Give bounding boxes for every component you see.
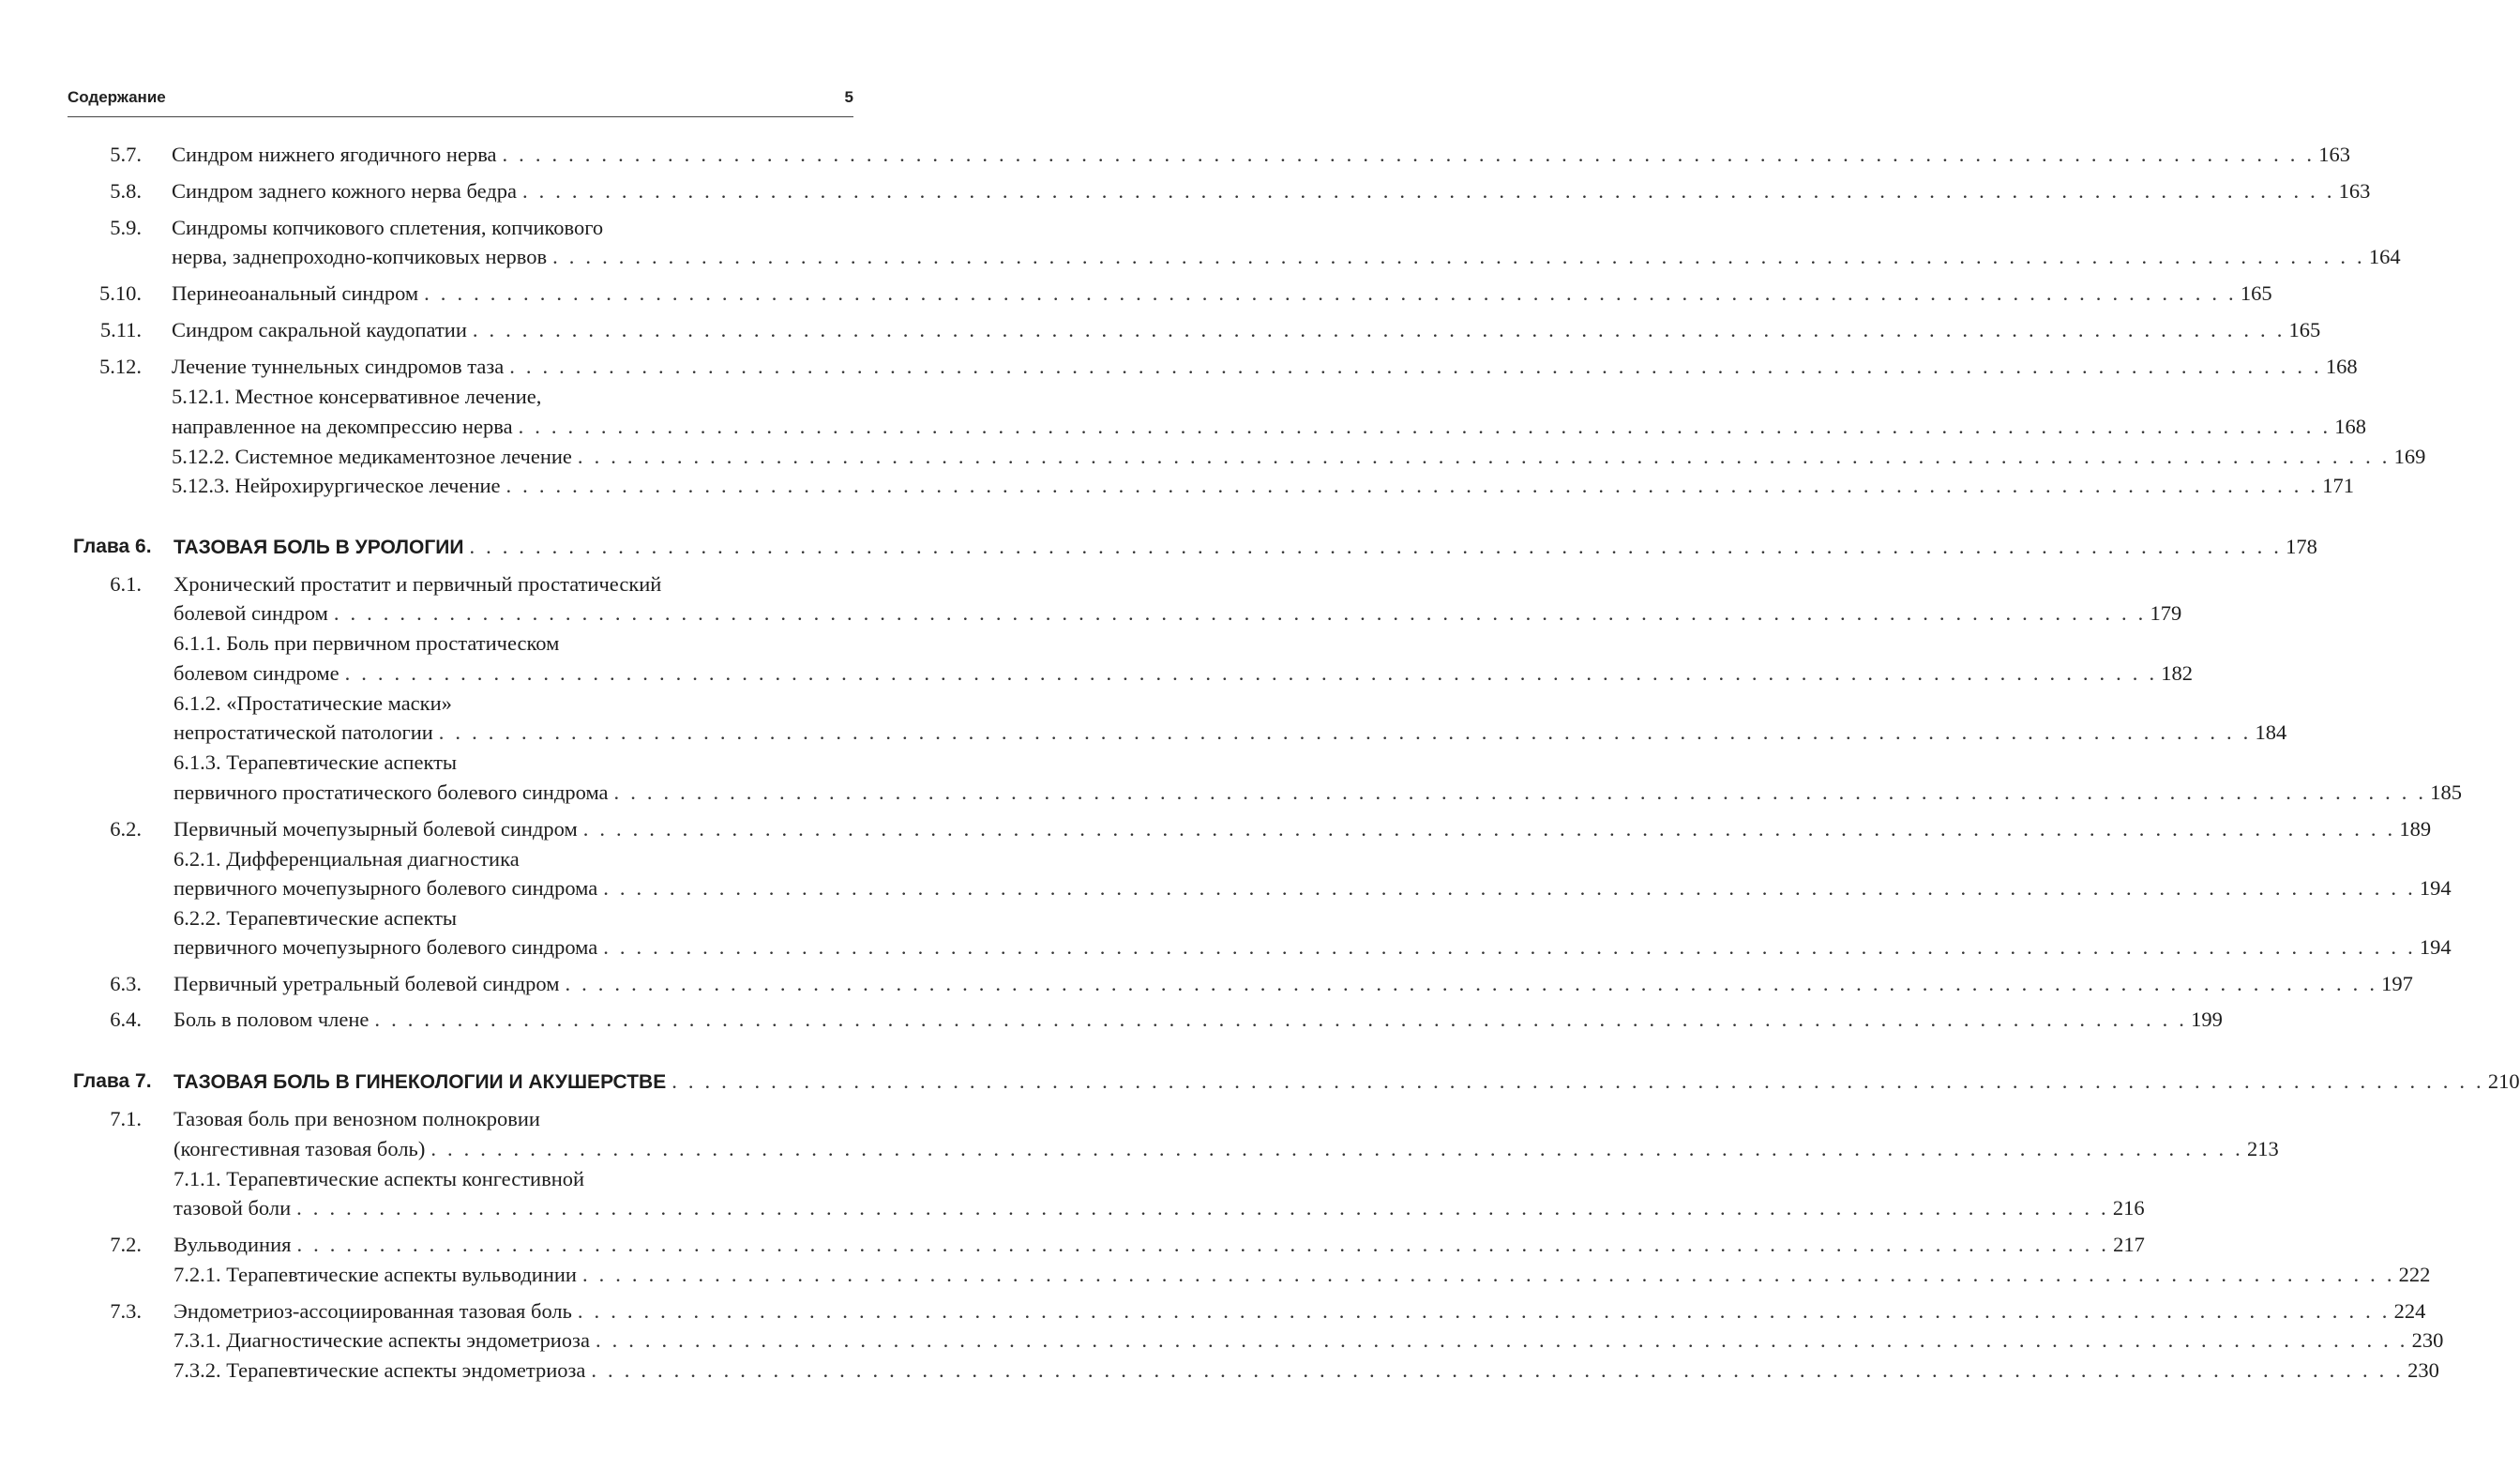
toc-entry-line	[73, 280, 2272, 308]
dot-leader: . . . . . . . . . . . . . . . . . . . . . . . . . . . . . . . . . . . . . . . . . . . . . . . . . . . . . . . . . . . . . . . . . . . . . . . . . . . . . . . . . . . . . . . . . . . . . . . . . . . . . . . . . . . . . .	[374, 1008, 2188, 1031]
entry-title: направленное на декомпрессию нерва	[172, 415, 513, 438]
section-number: 5.12.	[99, 355, 142, 378]
entry-title: нерва, заднепроходно-копчиковых нервов	[172, 245, 548, 268]
page-number: 164	[2368, 245, 2401, 268]
entry-title: первичного простатического болевого синдрома	[174, 780, 609, 804]
dot-leader: . . . . . . . . . . . . . . . . . . . . . . . . . . . . . . . . . . . . . . . . . . . . . . . . . . . . . . . . . . . . . . . . . . . . . . . . . . . . . . . . . . . . . . . . . . . . . . . . . . . . . . . . . . . . . .	[502, 143, 2316, 166]
dot-leader: . . . . . . . . . . . . . . . . . . . . . . . . . . . . . . . . . . . . . . . . . . . . . . . . . . . . . . . . . . . . . . . . . . . . . . . . . . . . . . . . . . . . . . . . . . . . . . . . . . . . . . . . . . . . . .	[518, 415, 2331, 438]
page-number: 184	[2255, 720, 2287, 744]
toc-entry-line	[73, 874, 2452, 902]
entry-title-line: Синдромы копчикового сплетения, копчикового	[172, 216, 604, 239]
page-number: 213	[2247, 1137, 2279, 1160]
dot-leader: . . . . . . . . . . . . . . . . . . . . . . . . . . . . . . . . . . . . . . . . . . . . . . . . . . . . . . . . . . . . . . . . . . . . . . . . . . . . . . . . . . . . . . . . . . . . . . . . . . . . . . . . . . . . . .	[509, 355, 2322, 378]
page-number: 230	[2411, 1328, 2444, 1352]
entry-title: Синдром заднего кожного нерва бедра	[172, 179, 517, 203]
section-number: 6.1.	[110, 572, 142, 596]
dot-leader: . . . . . . . . . . . . . . . . . . . . . . . . . . . . . . . . . . . . . . . . . . . . . . . . . . . . . . . . . . . . . . . . . . . . . . . . . . . . . . . . . . . . . . . . . . . . . . . . . . . . . . . . . . . . . .	[506, 474, 2319, 497]
entry-title: первичного мочепузырного болевого синдрома	[174, 876, 598, 900]
toc-entry-line	[73, 243, 2401, 271]
toc-entry-line	[73, 1231, 2145, 1259]
toc-entry-line	[73, 472, 2354, 500]
entry-title: Боль в половом члене	[174, 1008, 370, 1031]
section-number: 5.9.	[110, 216, 142, 239]
page-number: 169	[2393, 445, 2426, 468]
page-number: 199	[2191, 1008, 2223, 1031]
toc-entry-line	[73, 1326, 2444, 1355]
page-number: 189	[2399, 817, 2432, 841]
dot-leader: . . . . . . . . . . . . . . . . . . . . . . . . . . . . . . . . . . . . . . . . . . . . . . . . . . . . . . . . . . . . . . . . . . . . . . . . . . . . . . . . . . . . . . . . . . . . . . . . . . . . . . . . . . . . . .	[469, 535, 2283, 558]
page-number: 230	[2407, 1358, 2439, 1382]
toc-entry-line	[73, 443, 2426, 471]
toc-entry-line	[73, 141, 2350, 169]
toc-entry-line	[73, 933, 2452, 962]
toc-entry-line	[73, 1006, 2223, 1034]
entry-title: тазовой боли	[174, 1196, 292, 1220]
entry-title-line: 6.1.2. «Простатические маски»	[174, 691, 452, 715]
toc-entry-line	[73, 659, 2194, 688]
toc-entry-line	[73, 353, 2358, 381]
entry-title: 7.3.2. Терапевтические аспекты эндометриоза	[174, 1358, 586, 1382]
dot-leader: . . . . . . . . . . . . . . . . . . . . . . . . . . . . . . . . . . . . . . . . . . . . . . . . . . . . . . . . . . . . . . . . . . . . . . . . . . . . . . . . . . . . . . . . . . . . . . . . . . . . . . . . . . . . . .	[424, 281, 2237, 305]
toc-entry-line	[73, 1297, 2426, 1326]
dot-leader: . . . . . . . . . . . . . . . . . . . . . . . . . . . . . . . . . . . . . . . . . . . . . . . . . . . . . . . . . . . . . . . . . . . . . . . . . . . . . . . . . . . . . . . . . . . . . . . . . . . . . . . . . . . . . .	[565, 972, 2378, 995]
chapter-title: ТАЗОВАЯ БОЛЬ В ГИНЕКОЛОГИИ И АКУШЕРСТВЕ	[174, 1071, 667, 1093]
page-number: 224	[2393, 1299, 2426, 1323]
entry-title: 5.12.3. Нейрохирургическое лечение	[172, 474, 501, 497]
entry-title: Первичный уретральный болевой синдром	[174, 972, 560, 995]
dot-leader: . . . . . . . . . . . . . . . . . . . . . . . . . . . . . . . . . . . . . . . . . . . . . . . . . . . . . . . . . . . . . . . . . . . . . . . . . . . . . . . . . . . . . . . . . . . . . . . . . . . . . . . . . . . . . .	[581, 1263, 2395, 1286]
running-header	[68, 88, 853, 107]
toc-entry-line	[73, 316, 2321, 344]
entry-title: болевой синдром	[174, 601, 328, 625]
toc-entry-line	[73, 690, 852, 718]
chapter-title: ТАЗОВАЯ БОЛЬ В УРОЛОГИИ	[174, 537, 464, 558]
toc-entry-line	[73, 214, 852, 242]
toc-entry-line	[73, 845, 852, 873]
page-number: 210	[2487, 1069, 2520, 1093]
entry-title: 7.3.1. Диагностические аспекты эндометриоза	[174, 1328, 590, 1352]
chapter-number: Глава 6.	[73, 536, 152, 557]
section-number: 5.11.	[99, 318, 142, 341]
dot-leader: . . . . . . . . . . . . . . . . . . . . . . . . . . . . . . . . . . . . . . . . . . . . . . . . . . . . . . . . . . . . . . . . . . . . . . . . . . . . . . . . . . . . . . . . . . . . . . . . . . . . . . . . . . . . . .	[296, 1196, 2109, 1220]
entry-title-line: 6.2.1. Дифференциальная диагностика	[174, 847, 520, 871]
section-number: 7.3.	[110, 1299, 142, 1323]
dot-leader: . . . . . . . . . . . . . . . . . . . . . . . . . . . . . . . . . . . . . . . . . . . . . . . . . . . . . . . . . . . . . . . . . . . . . . . . . . . . . . . . . . . . . . . . . . . . . . . . . . . . . . . . . . . . . .	[296, 1233, 2110, 1256]
page-number: 178	[2286, 535, 2317, 558]
page-number: 163	[2318, 143, 2350, 166]
entry-title: первичного мочепузырного болевого синдрома	[174, 935, 598, 959]
header-rule	[68, 116, 853, 117]
page-number: 171	[2322, 474, 2354, 497]
page-number: 185	[2430, 780, 2462, 804]
toc-entry-line	[73, 749, 852, 777]
entry-title-line: 6.2.2. Терапевтические аспекты	[174, 906, 458, 930]
entry-title: непростатической патологии	[174, 720, 433, 744]
page-number: 216	[2112, 1196, 2145, 1220]
toc-entry-line	[73, 719, 2287, 747]
toc-chapter-line	[73, 1068, 2520, 1096]
chapter-number: Глава 7.	[73, 1070, 152, 1092]
dot-leader: . . . . . . . . . . . . . . . . . . . . . . . . . . . . . . . . . . . . . . . . . . . . . . . . . . . . . . . . . . . . . . . . . . . . . . . . . . . . . . . . . . . . . . . . . . . . . . . . . . . . . . . . . . . . . .	[438, 720, 2252, 744]
header-section-title: Содержание	[68, 88, 166, 106]
dot-leader: . . . . . . . . . . . . . . . . . . . . . . . . . . . . . . . . . . . . . . . . . . . . . . . . . . . . . . . . . . . . . . . . . . . . . . . . . . . . . . . . . . . . . . . . . . . . . . . . . . . . . . . . . . . . . .	[591, 1358, 2405, 1382]
toc-entry-line	[73, 1261, 2431, 1289]
toc-entry-line	[73, 1105, 852, 1133]
toc-entry-line	[73, 904, 852, 932]
entry-title: Лечение туннельных синдромов таза	[172, 355, 505, 378]
toc-entry-line	[73, 383, 852, 411]
page-number: 165	[2240, 281, 2272, 305]
toc-entry-line	[73, 570, 852, 599]
entry-title: Первичный мочепузырный болевой синдром	[174, 817, 578, 841]
entry-title: Перинеоанальный синдром	[172, 281, 419, 305]
dot-leader: . . . . . . . . . . . . . . . . . . . . . . . . . . . . . . . . . . . . . . . . . . . . . . . . . . . . . . . . . . . . . . . . . . . . . . . . . . . . . . . . . . . . . . . . . . . . . . . . . . . . . . . . . . . . . .	[671, 1069, 2484, 1093]
entry-title: Синдром сакральной каудопатии	[172, 318, 467, 341]
page-number: 165	[2288, 318, 2321, 341]
section-number: 6.4.	[110, 1008, 142, 1031]
section-number: 5.7.	[110, 143, 142, 166]
entry-title-line: 6.1.1. Боль при первичном простатическом	[174, 631, 560, 655]
header-page-number: 5	[844, 88, 853, 106]
toc-entry-line	[73, 815, 2432, 843]
page-number: 182	[2161, 661, 2194, 685]
dot-leader: . . . . . . . . . . . . . . . . . . . . . . . . . . . . . . . . . . . . . . . . . . . . . . . . . . . . . . . . . . . . . . . . . . . . . . . . . . . . . . . . . . . . . . . . . . . . . . . . . . . . . . . . . . . . . .	[603, 876, 2416, 900]
dot-leader: . . . . . . . . . . . . . . . . . . . . . . . . . . . . . . . . . . . . . . . . . . . . . . . . . . . . . . . . . . . . . . . . . . . . . . . . . . . . . . . . . . . . . . . . . . . . . . . . . . . . . . . . . . . . . .	[582, 817, 2396, 841]
dot-leader: . . . . . . . . . . . . . . . . . . . . . . . . . . . . . . . . . . . . . . . . . . . . . . . . . . . . . . . . . . . . . . . . . . . . . . . . . . . . . . . . . . . . . . . . . . . . . . . . . . . . . . . . . . . . . .	[430, 1137, 2243, 1160]
dot-leader: . . . . . . . . . . . . . . . . . . . . . . . . . . . . . . . . . . . . . . . . . . . . . . . . . . . . . . . . . . . . . . . . . . . . . . . . . . . . . . . . . . . . . . . . . . . . . . . . . . . . . . . . . . . . . .	[552, 245, 2365, 268]
toc-entry-line	[73, 1356, 2439, 1385]
dot-leader: . . . . . . . . . . . . . . . . . . . . . . . . . . . . . . . . . . . . . . . . . . . . . . . . . . . . . . . . . . . . . . . . . . . . . . . . . . . . . . . . . . . . . . . . . . . . . . . . . . . . . . . . . . . . . .	[344, 661, 2158, 685]
entry-title: (конгестивная тазовая боль)	[174, 1137, 426, 1160]
dot-leader: . . . . . . . . . . . . . . . . . . . . . . . . . . . . . . . . . . . . . . . . . . . . . . . . . . . . . . . . . . . . . . . . . . . . . . . . . . . . . . . . . . . . . . . . . . . . . . . . . . . . . . . . . . . . . .	[333, 601, 2147, 625]
section-number: 6.2.	[110, 817, 142, 841]
dot-leader: . . . . . . . . . . . . . . . . . . . . . . . . . . . . . . . . . . . . . . . . . . . . . . . . . . . . . . . . . . . . . . . . . . . . . . . . . . . . . . . . . . . . . . . . . . . . . . . . . . . . . . . . . . . . . .	[472, 318, 2286, 341]
toc-entry-line	[73, 779, 2462, 807]
page-number: 163	[2338, 179, 2371, 203]
dot-leader: . . . . . . . . . . . . . . . . . . . . . . . . . . . . . . . . . . . . . . . . . . . . . . . . . . . . . . . . . . . . . . . . . . . . . . . . . . . . . . . . . . . . . . . . . . . . . . . . . . . . . . . . . . . . . .	[521, 179, 2335, 203]
toc-entry-line	[73, 599, 2182, 628]
toc-entry-line	[73, 1135, 2279, 1163]
section-number: 5.8.	[110, 179, 142, 203]
page-number: 217	[2113, 1233, 2145, 1256]
entry-title: 7.2.1. Терапевтические аспекты вульводинии	[174, 1263, 577, 1286]
page-number: 194	[2419, 935, 2452, 959]
page-number: 168	[2325, 355, 2358, 378]
entry-title: Вульводиния	[174, 1233, 292, 1256]
entry-title-line: 6.1.3. Терапевтические аспекты	[174, 750, 458, 774]
section-number: 6.3.	[110, 972, 142, 995]
page-number: 168	[2334, 415, 2367, 438]
entry-title: Эндометриоз-ассоциированная тазовая боль	[174, 1299, 572, 1323]
toc-entry-line	[73, 970, 2413, 998]
section-number: 7.2.	[110, 1233, 142, 1256]
page-number: 194	[2419, 876, 2452, 900]
section-number: 7.1.	[110, 1107, 142, 1130]
entry-title: Синдром нижнего ягодичного нерва	[172, 143, 497, 166]
toc-chapter-line	[73, 533, 2317, 561]
page-number: 179	[2150, 601, 2182, 625]
entry-title-line: Хронический простатит и первичный простатический	[174, 572, 662, 596]
toc-entry-line	[73, 413, 2367, 441]
toc-entry-line	[73, 1165, 852, 1193]
page-number: 197	[2381, 972, 2413, 995]
toc-entry-line	[73, 177, 2371, 205]
dot-leader: . . . . . . . . . . . . . . . . . . . . . . . . . . . . . . . . . . . . . . . . . . . . . . . . . . . . . . . . . . . . . . . . . . . . . . . . . . . . . . . . . . . . . . . . . . . . . . . . . . . . . . . . . . . . . .	[603, 935, 2416, 959]
dot-leader: . . . . . . . . . . . . . . . . . . . . . . . . . . . . . . . . . . . . . . . . . . . . . . . . . . . . . . . . . . . . . . . . . . . . . . . . . . . . . . . . . . . . . . . . . . . . . . . . . . . . . . . . . . . . . .	[613, 780, 2427, 804]
dot-leader: . . . . . . . . . . . . . . . . . . . . . . . . . . . . . . . . . . . . . . . . . . . . . . . . . . . . . . . . . . . . . . . . . . . . . . . . . . . . . . . . . . . . . . . . . . . . . . . . . . . . . . . . . . . . . .	[595, 1328, 2408, 1352]
entry-title-line: 5.12.1. Местное консервативное лечение,	[172, 385, 542, 408]
entry-title-line: 7.1.1. Терапевтические аспекты конгестивной	[174, 1167, 585, 1190]
section-number: 5.10.	[99, 281, 142, 305]
dot-leader: . . . . . . . . . . . . . . . . . . . . . . . . . . . . . . . . . . . . . . . . . . . . . . . . . . . . . . . . . . . . . . . . . . . . . . . . . . . . . . . . . . . . . . . . . . . . . . . . . . . . . . . . . . . . . .	[577, 1299, 2391, 1323]
toc-entry-line	[73, 1194, 2145, 1222]
dot-leader: . . . . . . . . . . . . . . . . . . . . . . . . . . . . . . . . . . . . . . . . . . . . . . . . . . . . . . . . . . . . . . . . . . . . . . . . . . . . . . . . . . . . . . . . . . . . . . . . . . . . . . . . . . . . . .	[577, 445, 2391, 468]
page-number: 222	[2398, 1263, 2431, 1286]
entry-title: болевом синдроме	[174, 661, 340, 685]
toc-entry-line	[73, 629, 852, 658]
entry-title-line: Тазовая боль при венозном полнокровии	[174, 1107, 540, 1130]
entry-title: 5.12.2. Системное медикаментозное лечение	[172, 445, 572, 468]
